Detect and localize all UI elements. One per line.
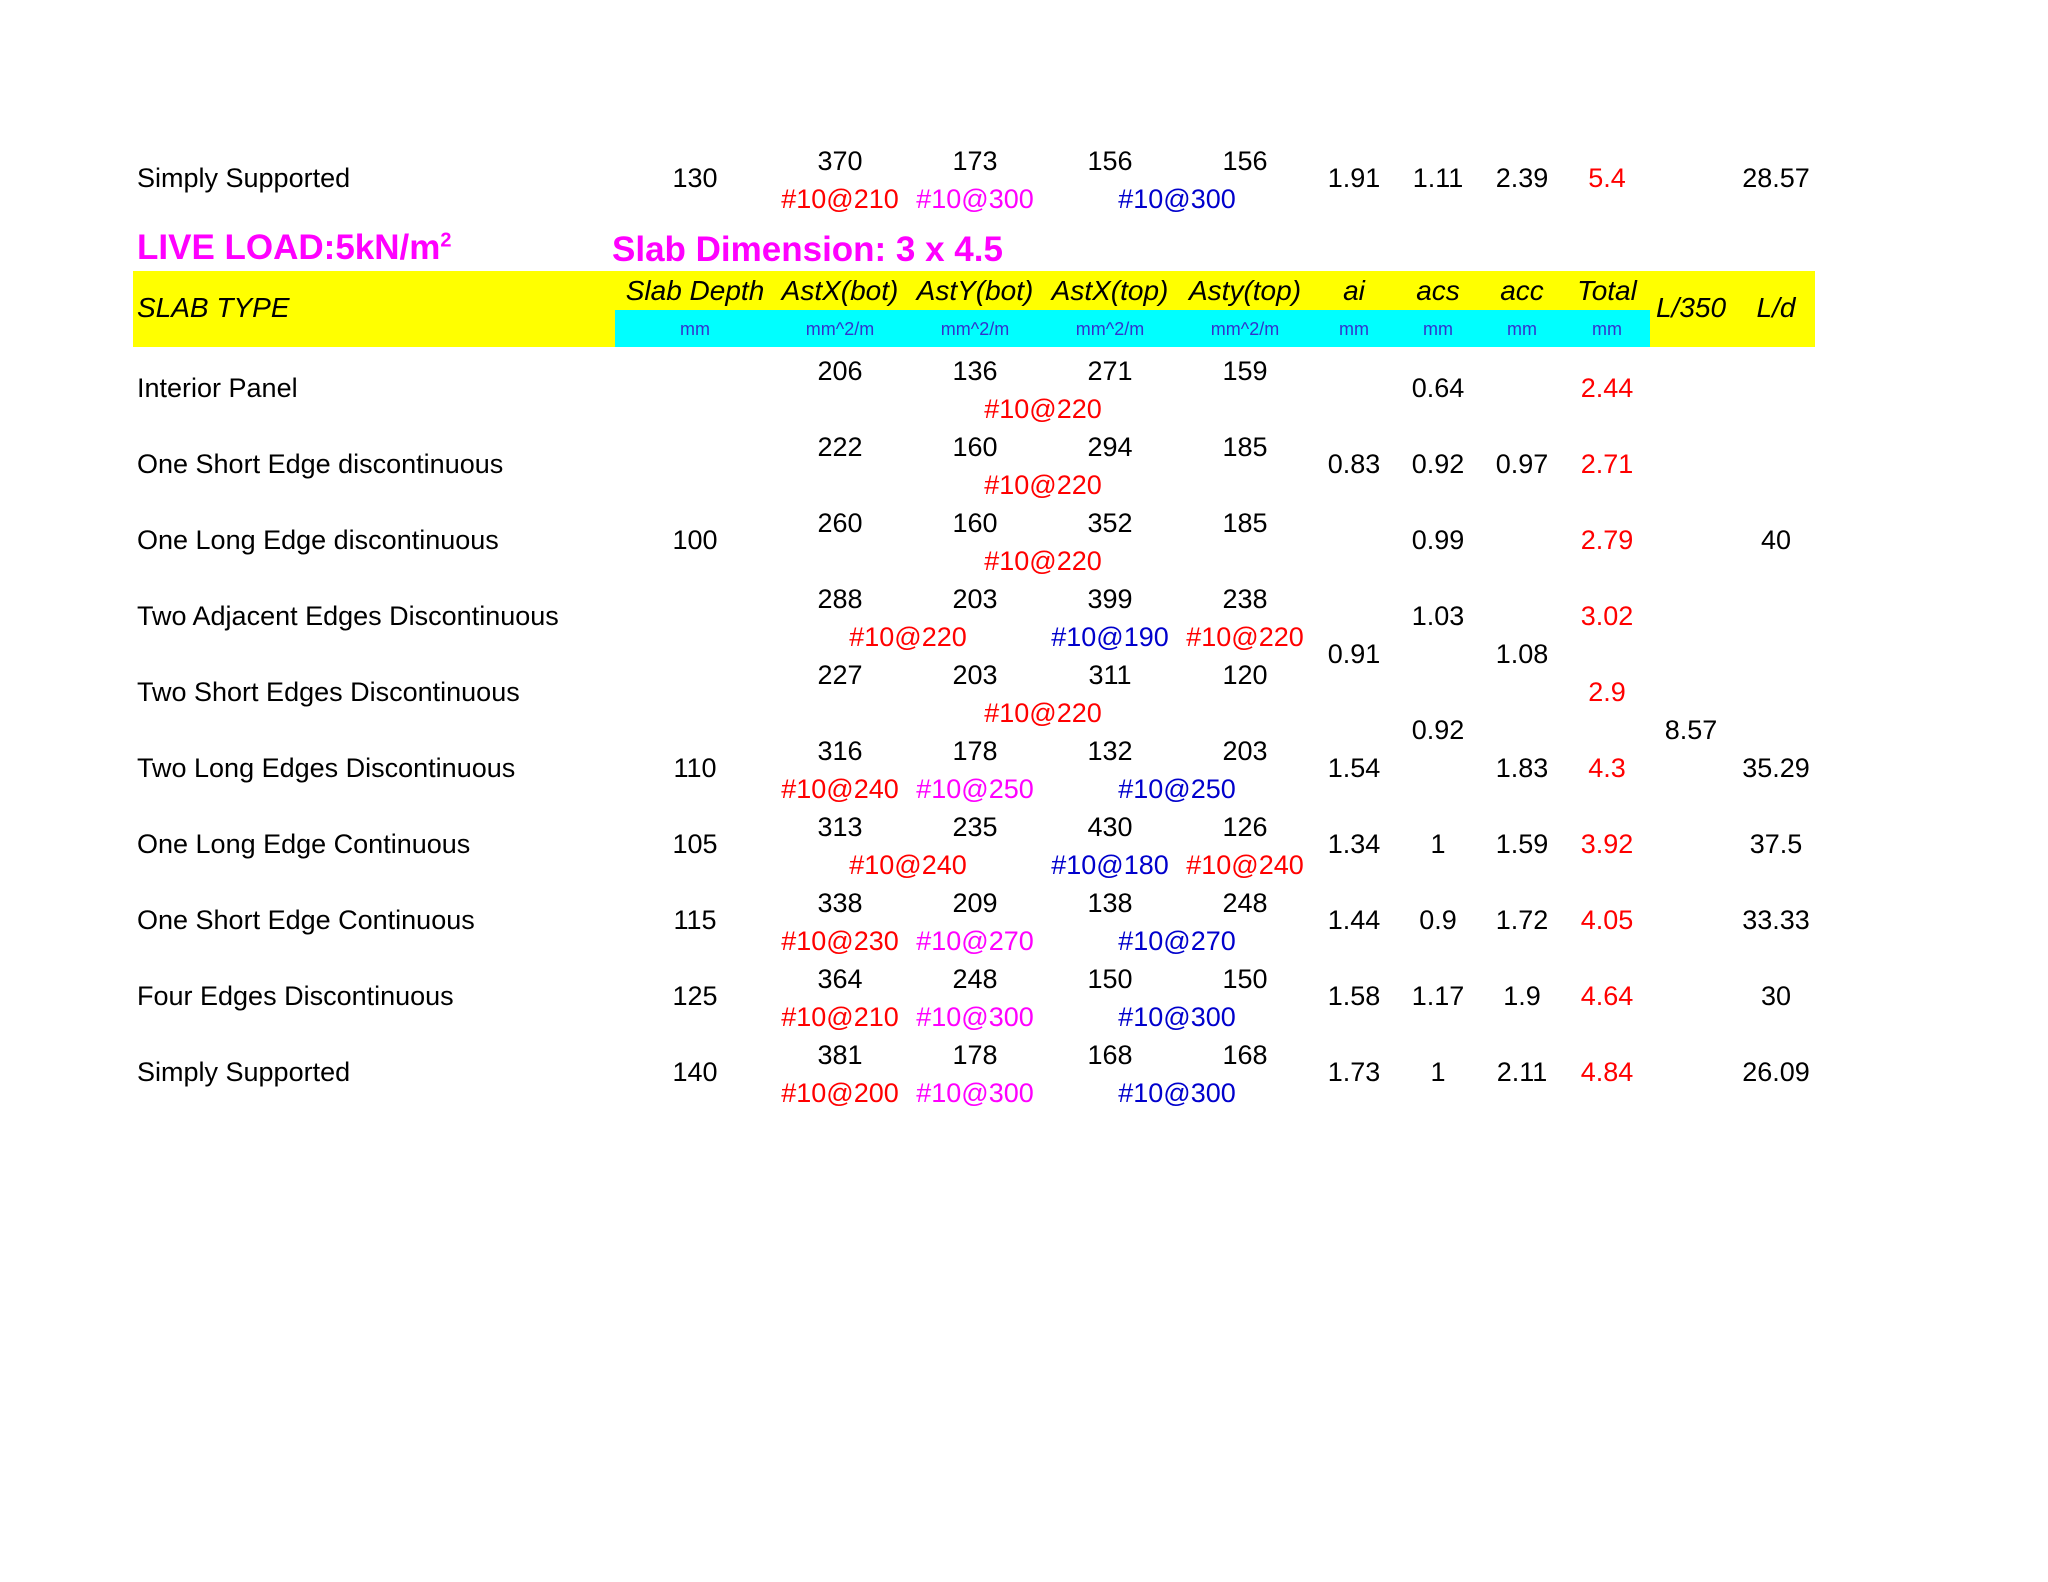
asty-top: 238 (1222, 584, 1268, 614)
astx-bot: 316 (817, 736, 863, 766)
bar-x-bot: #10@240 (781, 774, 899, 804)
unit-asty-top: mm^2/m (1210, 319, 1280, 339)
unit-total: mm (1592, 319, 1622, 339)
astx-bot: 364 (817, 964, 863, 994)
slab-depth: 110 (673, 753, 717, 783)
slab-depth: 105 (672, 829, 718, 859)
bar-x-bot: #10@230 (781, 926, 899, 956)
total-value: 2.71 (1580, 449, 1634, 479)
asty-bot: 160 (952, 508, 998, 538)
asty-top: 126 (1222, 812, 1268, 842)
header-slab-depth: Slab Depth (625, 275, 765, 306)
acc-value: 2.39 (1495, 163, 1549, 193)
slab-depth: 100 (672, 525, 718, 555)
bar-spacing: #10@220 (984, 470, 1102, 500)
astx-bot: 222 (817, 432, 863, 462)
unit-astx-top: mm^2/m (1075, 319, 1145, 339)
astx-top: 311 (1088, 660, 1132, 690)
ld-value: 26.09 (1742, 1057, 1810, 1087)
live-load-exponent: 2 (440, 229, 452, 252)
astx-top: 399 (1087, 584, 1133, 614)
asty-bot: 178 (952, 1040, 998, 1070)
acs-value: 0.99 (1411, 525, 1465, 555)
astx-bot: 260 (817, 508, 863, 538)
bar-spacing-top-x: #10@180 (1051, 850, 1169, 880)
bar-y-bot: #10@270 (916, 926, 1034, 956)
astx-bot: 288 (817, 584, 863, 614)
asty-bot: 235 (952, 812, 998, 842)
asty-top: 168 (1222, 1040, 1268, 1070)
live-load-title (137, 230, 452, 265)
astx-bot: 370 (817, 146, 863, 176)
ld-value: 30 (1760, 981, 1792, 1011)
asty-top: 156 (1222, 146, 1268, 176)
acc-value: 1.59 (1495, 829, 1549, 859)
ai-value: 0.83 (1327, 449, 1381, 479)
slab-dimension-title: Slab Dimension: 3 x 4.5 (612, 230, 1003, 269)
slab-type: Simply Supported (137, 1057, 351, 1087)
unit-acc: mm (1507, 319, 1537, 339)
bar-spacing-bot: #10@240 (849, 850, 967, 880)
acc-value: 1.9 (1503, 981, 1541, 1011)
slab-depth: 125 (672, 981, 718, 1011)
astx-top: 168 (1087, 1040, 1133, 1070)
bar-spacing: #10@220 (984, 394, 1102, 424)
acc-value: 2.11 (1496, 1057, 1548, 1087)
acs-value: 1 (1430, 829, 1446, 859)
bar-top: #10@300 (1118, 1078, 1236, 1108)
bar-top: #10@250 (1118, 774, 1236, 804)
bar-spacing-top-x: #10@190 (1051, 622, 1169, 652)
ai-value: 1.91 (1327, 163, 1381, 193)
ai-value: 1.54 (1327, 753, 1381, 783)
total-value: 2.9 (1588, 677, 1626, 707)
asty-bot: 209 (952, 888, 998, 918)
ld-value: 28.57 (1742, 163, 1810, 193)
header-ai: ai (1343, 275, 1365, 306)
slab-depth: 115 (673, 905, 717, 935)
bar-x-bot: #10@210 (781, 1002, 899, 1032)
ld-value: 35.29 (1742, 753, 1810, 783)
bar-y-bot: #10@250 (916, 774, 1034, 804)
bar-spacing-top-y: #10@220 (1186, 622, 1304, 652)
slab-type: One Long Edge discontinuous (137, 525, 499, 555)
header-astx-top: AstX(top) (1051, 275, 1169, 306)
acs-value: 1.03 (1411, 601, 1465, 631)
slab-type: Simply Supported (137, 163, 351, 193)
asty-bot: 203 (952, 660, 998, 690)
total-value: 2.79 (1580, 525, 1634, 555)
bar-top: #10@300 (1118, 184, 1236, 214)
header-asty-top: Asty(top) (1188, 275, 1302, 306)
asty-top: 248 (1222, 888, 1268, 918)
acs-value: 1.11 (1412, 163, 1464, 193)
header-slab-type: SLAB TYPE (137, 292, 290, 323)
ai-value: 1.73 (1327, 1057, 1381, 1087)
bar-y-bot: #10@300 (916, 1078, 1034, 1108)
acc-merged-value: 1.08 (1495, 639, 1549, 669)
header-acc: acc (1500, 275, 1544, 306)
slab-type: Two Short Edges Discontinuous (137, 677, 520, 707)
asty-bot: 173 (952, 146, 998, 176)
header-ld: L/d (1756, 292, 1796, 323)
asty-bot: 136 (952, 356, 998, 386)
acs-value: 0.9 (1419, 905, 1457, 935)
astx-top: 138 (1087, 888, 1133, 918)
bar-spacing-bot: #10@220 (849, 622, 967, 652)
total-value: 4.3 (1588, 753, 1626, 783)
slab-type: One Long Edge Continuous (137, 829, 471, 859)
acc-value: 1.72 (1495, 905, 1549, 935)
ld-value: 40 (1760, 525, 1792, 555)
bar-spacing: #10@220 (984, 546, 1102, 576)
unit-acs: mm (1423, 319, 1453, 339)
total-value: 4.84 (1580, 1057, 1634, 1087)
unit-ai: mm (1339, 319, 1369, 339)
asty-top: 159 (1222, 356, 1268, 386)
unit-slab-depth: mm (680, 319, 710, 339)
ai-merged-value: 0.91 (1327, 639, 1381, 669)
astx-top: 156 (1087, 146, 1133, 176)
bar-top: #10@300 (1118, 1002, 1236, 1032)
astx-top: 271 (1087, 356, 1133, 386)
asty-top: 120 (1222, 660, 1268, 690)
slab-depth: 140 (672, 1057, 718, 1087)
acs-merged-value: 0.92 (1411, 715, 1465, 745)
astx-bot: 338 (817, 888, 863, 918)
total-value: 2.44 (1580, 373, 1634, 403)
slab-type: One Short Edge discontinuous (137, 449, 504, 479)
asty-bot: 248 (952, 964, 998, 994)
slab-type: Interior Panel (137, 373, 298, 403)
header-asty-bot: AstY(bot) (916, 275, 1034, 306)
asty-top: 185 (1222, 508, 1268, 538)
astx-top: 132 (1087, 736, 1133, 766)
bar-x-bot: #10@200 (781, 1078, 899, 1108)
astx-bot: 381 (817, 1040, 863, 1070)
unit-asty-bot: mm^2/m (940, 319, 1010, 339)
asty-top: 150 (1222, 964, 1268, 994)
astx-bot: 227 (817, 660, 863, 690)
l350-value: 8.57 (1664, 715, 1718, 745)
total-value: 3.92 (1580, 829, 1634, 859)
acc-value: 0.97 (1495, 449, 1549, 479)
acs-value: 0.92 (1411, 449, 1465, 479)
astx-top: 150 (1087, 964, 1133, 994)
slab-depth: 130 (672, 163, 718, 193)
slab-type: Four Edges Discontinuous (137, 981, 454, 1011)
slab-type: Two Adjacent Edges Discontinuous (137, 601, 559, 631)
acc-value: 1.83 (1495, 753, 1549, 783)
astx-top: 352 (1087, 508, 1133, 538)
astx-bot: 206 (817, 356, 863, 386)
astx-bot: 313 (817, 812, 863, 842)
slab-type: Two Long Edges Discontinuous (137, 753, 516, 783)
bar-y-bot: #10@300 (916, 1002, 1034, 1032)
total-value: 4.64 (1580, 981, 1634, 1011)
ai-value: 1.34 (1327, 829, 1381, 859)
asty-bot: 160 (952, 432, 998, 462)
asty-top: 203 (1222, 736, 1268, 766)
header-acs: acs (1416, 275, 1460, 306)
asty-bot: 203 (952, 584, 998, 614)
astx-top: 294 (1087, 432, 1133, 462)
total-value: 3.02 (1580, 601, 1634, 631)
unit-astx-bot: mm^2/m (805, 319, 875, 339)
header-astx-bot: AstX(bot) (781, 275, 899, 306)
live-load-text: LIVE LOAD:5kN/m (137, 228, 441, 267)
bar-top: #10@270 (1118, 926, 1236, 956)
ld-value: 37.5 (1749, 829, 1803, 859)
header-l350: L/350 (1655, 292, 1727, 323)
asty-bot: 178 (952, 736, 998, 766)
ai-value: 1.44 (1327, 905, 1381, 935)
bar-spacing-top-y: #10@240 (1186, 850, 1304, 880)
asty-top: 185 (1222, 432, 1268, 462)
total-value: 4.05 (1580, 905, 1634, 935)
bar-x-bot: #10@210 (781, 184, 899, 214)
bar-spacing: #10@220 (984, 698, 1102, 728)
acs-value: 1 (1430, 1057, 1446, 1087)
ai-value: 1.58 (1327, 981, 1381, 1011)
bar-y-bot: #10@300 (916, 184, 1034, 214)
acs-value: 0.64 (1411, 373, 1465, 403)
header-total: Total (1577, 275, 1637, 306)
acs-value: 1.17 (1411, 981, 1465, 1011)
total-value: 5.4 (1588, 163, 1626, 193)
astx-top: 430 (1087, 812, 1133, 842)
ld-value: 33.33 (1742, 905, 1810, 935)
slab-type: One Short Edge Continuous (137, 905, 475, 935)
